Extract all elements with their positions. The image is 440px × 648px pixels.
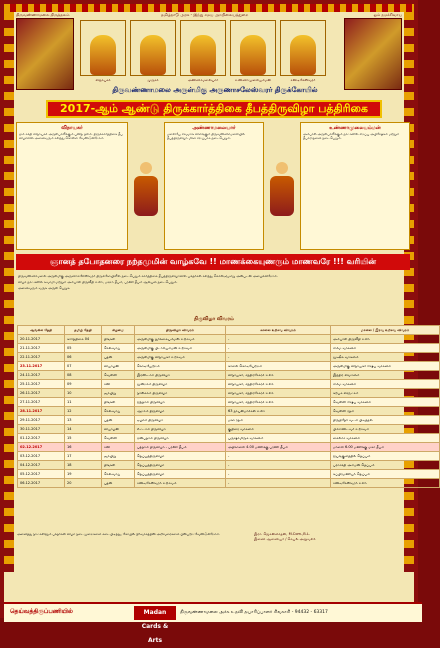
cell-tamil-date: 10 [65, 389, 102, 398]
cell-date: 22.11.2017 [18, 353, 65, 362]
officer-title: இணை ஆணையர் / செயல் அலுவலர் [254, 537, 316, 541]
officer-name: இரா. ஜெகன்னாதன், M.Com.,B.L. [254, 532, 311, 536]
cell-date: 06.12.2017 [18, 479, 65, 488]
cell-morning: - [226, 452, 331, 461]
cell-festival: எட்டாம் திருவிழா [135, 425, 226, 434]
schedule-row [18, 416, 440, 425]
schedule-row [18, 335, 440, 344]
cell-evening: அம்பாள் திருவீதி உலா [331, 335, 440, 344]
cell-tamil-date: 16 [65, 443, 102, 452]
cell-evening: இந்திர விமானம் [331, 371, 440, 380]
cell-date: 28.11.2017 [18, 407, 65, 416]
schedule-row [18, 362, 440, 371]
cell-tamil-date: 18 [65, 461, 102, 470]
cell-evening: வெள்ளி ரதம் [331, 407, 440, 416]
info-middle-heading: அண்ணாமலையார் [192, 125, 236, 131]
lamp-border-right [404, 12, 414, 572]
cell-day: ஞாயிறு [102, 452, 135, 461]
info-right-text: அம்பாள் அருள்பாலிக்கும் நாட்களில் சிறப்பு அபிஷேகம் மற்றும் தீபாராதனை நடைபெறும். [303, 132, 400, 140]
cell-morning: விநாயகர், சந்திரசேகரர் உலா [226, 380, 331, 389]
deity-icon [140, 35, 166, 75]
col-header-festival: திருவிழா விவரம் [135, 326, 226, 335]
cell-festival: அருள்மிகு துர்க்கையம்மன் உற்சவம் [135, 335, 226, 344]
cell-date: 23.11.2017 [18, 362, 65, 371]
schedule-table [17, 325, 440, 488]
cell-day: வியாழன் [102, 362, 135, 371]
deity-icon [90, 35, 116, 75]
cell-festival: இரண்டாம் திருவிழா [135, 371, 226, 380]
schedule-row [18, 470, 440, 479]
cell-festival: மூன்றாம் திருவிழா [135, 380, 226, 389]
cell-festival: ஐந்தாம் திருவிழா [135, 398, 226, 407]
cell-tamil-date: 20 [65, 479, 102, 488]
header-top-center: தமிழ்நாடு அரசு - இந்து சமய அறநிலையத்துறை [161, 12, 249, 17]
cell-evening: கற்பக விருட்சம் [331, 389, 440, 398]
cell-tamil-date: 19 [65, 470, 102, 479]
cell-festival: கொடியேற்றம் [135, 362, 226, 371]
cell-date: 01.12.2017 [18, 434, 65, 443]
cell-morning: - [226, 353, 331, 362]
cell-day: திங்கள் [102, 398, 135, 407]
cell-day: திங்கள் [102, 461, 135, 470]
cell-date: 27.11.2017 [18, 398, 65, 407]
schedule-row [18, 479, 440, 488]
deity-label: சண்டிகேஸ்வரர் [290, 78, 316, 82]
schedule-row [18, 344, 440, 353]
schedule-row [18, 425, 440, 434]
cell-evening: கைலாச வாகனம் [331, 434, 440, 443]
cell-tamil-date: 13 [65, 416, 102, 425]
col-header-date: ஆங்கில தேதி [18, 326, 65, 335]
cell-festival: தெப்பத்திருவிழா [135, 470, 226, 479]
cell-evening: அருள்மிகு விநாயகர் ரிஷப வாகனம் [331, 362, 440, 371]
info-section [16, 122, 410, 252]
footer [4, 602, 422, 644]
cell-day: புதன் [102, 416, 135, 425]
schedule-row [18, 434, 440, 443]
cell-morning: புருஷாமிருக வாகனம் [226, 434, 331, 443]
note-text: அனைத்து நாட்களிலும் பக்தர்கள் விழா நடைமுறைகளை கடைபிடித்து, கோயில் நிர்வாகத்தின் அறிவுரைகளை பின்பற்ற வேண்டுகிறோம். [17, 532, 220, 536]
cell-day: செவ்வாய் [102, 407, 135, 416]
schedule-row [18, 371, 440, 380]
schedule-row [18, 398, 440, 407]
temple-photo-right [344, 18, 402, 90]
deity-label: விநாயகர் [95, 78, 111, 82]
col-header-evening: மாலை / இரவு உற்சவ விவரம் [331, 326, 440, 335]
intro-line-3: அனைவரும் வருக அருள் பெறுக. [18, 286, 71, 290]
intro-line-2: விழா நாட்களில் சுவாமி மற்றும் அம்பாள் திருவீதி உலா, மஹா தீபம், பரணி தீபம் ஆகியன நடைபெறும். [18, 280, 178, 284]
schedule-row [18, 407, 440, 416]
cell-day: வெள்ளி [102, 434, 135, 443]
header [16, 12, 402, 94]
schedule-row [18, 380, 440, 389]
cell-evening: திருத்தேர் வடம் பிடித்தல் [331, 416, 440, 425]
schedule-title: திருவிழா விவரம் [194, 316, 234, 322]
cell-date: 04.12.2017 [18, 461, 65, 470]
deity-panel-4 [230, 20, 276, 82]
cell-morning: 63 நாயன்மார்கள் உலா [226, 407, 331, 416]
footer-right: திருவண்ணாமலை அச்சு உதவி தயாரிப்பாளர் சிவகாசி - 94432 - 63317 [180, 610, 328, 615]
cell-evening: சிம்ம வாகனம் [331, 344, 440, 353]
cell-date: 20.11.2017 [18, 335, 65, 344]
cell-day: சனி [102, 443, 135, 452]
cell-festival: நான்காம் திருவிழா [135, 389, 226, 398]
cell-day: செவ்வாய் [102, 344, 135, 353]
cell-date: 26.11.2017 [18, 389, 65, 398]
schedule-row [18, 461, 440, 470]
cell-morning: மகா ரதம் [226, 416, 331, 425]
cell-festival: தெப்பத்திருவிழா [135, 452, 226, 461]
cell-evening: மாலை 6.00 மணிக்கு மகா தீபம் [331, 443, 440, 452]
temple-name: திருவண்ணாமலை அருள்மிகு அருணாசலேஸ்வரர் திருக்கோயில் [112, 86, 318, 94]
cell-tamil-date: 07 [65, 362, 102, 371]
cell-evening: பிச்சாண்டவர் உற்சவம் [331, 425, 440, 434]
note-officer [254, 532, 409, 556]
cell-festival: தெப்பத்திருவிழா [135, 461, 226, 470]
schedule-row [18, 353, 440, 362]
cell-day: செவ்வாய் [102, 470, 135, 479]
intro-line-1: திருவண்ணாமலை அருள்மிகு அருணாசலேஸ்வரர் திருக்கோயிலில் நடைபெறும் கார்த்திகை தீபத்திருவிழாவில் பக்தர்கள் கலந்து கொள்ளுமாறு அன்புடன் அழைக்கிறோம். [18, 274, 278, 278]
figure-head-icon [140, 162, 152, 174]
cell-day: வெள்ளி [102, 371, 135, 380]
deity-panel-3 [180, 20, 226, 82]
deity-panel-5 [280, 20, 326, 82]
cell-festival: அருள்மிகு பிடாரியம்மன் உற்சவம் [135, 344, 226, 353]
deity-panel-1 [80, 20, 126, 82]
cell-day: திங்கள் [102, 335, 135, 344]
col-header-day: கிழமை [102, 326, 135, 335]
info-left [16, 122, 128, 250]
footer-left: தெய்வத்திருப்பணியில் [10, 608, 73, 615]
cell-morning: விநாயகர், சந்திரசேகரர் உலா [226, 371, 331, 380]
cell-morning: - [226, 461, 331, 470]
figure-body-icon [270, 176, 294, 216]
cell-evening: சுப்பிரமணியர் தெப்பம் [331, 470, 440, 479]
cell-date: 24.11.2017 [18, 371, 65, 380]
cell-tamil-date: 14 [65, 425, 102, 434]
info-right-heading: உண்ணாமுலையம்மன் [329, 125, 381, 131]
figure-head-icon [276, 162, 288, 174]
info-middle [164, 122, 264, 250]
cell-festival: ஏழாம் திருவிழா [135, 416, 226, 425]
cell-tamil-date: 09 [65, 380, 102, 389]
cell-day: புதன் [102, 353, 135, 362]
cell-evening: பராசக்தி அம்மன் தெப்பம் [331, 461, 440, 470]
cell-tamil-date: 05 [65, 344, 102, 353]
info-left-text: ஓம் சக்தி விநாயகர் அருள்பாலிக்கும் புனித தலம். திருக்கார்த்திகை தீப விழாவில் அனைவரும் கலந்து கொள்ள வேண்டுகிறோம். [19, 132, 123, 140]
deity-icon [240, 35, 266, 75]
cell-date: 29.11.2017 [18, 416, 65, 425]
figure-body-icon [134, 176, 158, 216]
deity-icon [190, 35, 216, 75]
deity-label: அண்ணாமலையார் [187, 78, 219, 82]
cell-morning: - [226, 335, 331, 344]
cell-festival: அருள்மிகு விநாயகர் உற்சவம் [135, 353, 226, 362]
cell-day: புதன் [102, 479, 135, 488]
cell-festival: பத்தாம் திருவிழா - பரணி தீபம் [135, 443, 226, 452]
info-left-heading: விநாயகர் [61, 125, 83, 131]
col-header-morning: காலை உற்சவ விவரம் [226, 326, 331, 335]
header-top-left: திருவண்ணாமலை திருத்தலம் [16, 12, 70, 17]
schedule-row [18, 452, 440, 461]
cell-evening: வெள்ளி ரிஷப வாகனம் [331, 398, 440, 407]
cell-morning: அதிகாலை 4.00 மணிக்கு பரணி தீபம் [226, 443, 331, 452]
lamp-border-left [4, 12, 14, 572]
cell-date: 05.12.2017 [18, 470, 65, 479]
saint-figure-left [132, 162, 160, 218]
schedule-row [18, 443, 440, 452]
cell-tamil-date: 08 [65, 371, 102, 380]
deity-icon [290, 35, 316, 75]
schedule-header-row [18, 326, 440, 335]
temple-photo-left [16, 18, 74, 90]
info-middle-text: மலையே சிவமாக விளங்கும் திருவண்ணாமலையில் தீபத்திருவிழா மிகச் சிறப்பாக நடைபெறும். [167, 132, 245, 140]
col-header-tamil-date: தமிழ் தேதி [65, 326, 102, 335]
cell-day: சனி [102, 380, 135, 389]
cell-morning: விநாயகர், சந்திரசேகரர் உலா [226, 398, 331, 407]
cell-tamil-date: 06 [65, 353, 102, 362]
cell-day: ஞாயிறு [102, 389, 135, 398]
schedule-row [18, 389, 440, 398]
cell-morning: குதிரை வாகனம் [226, 425, 331, 434]
cell-day: வியாழன் [102, 425, 135, 434]
cell-festival: ஆறாம் திருவிழா [135, 407, 226, 416]
cell-tamil-date: 15 [65, 434, 102, 443]
cell-date: 30.11.2017 [18, 425, 65, 434]
cell-evening: சிம்ம வாகனம் [331, 380, 440, 389]
cell-evening: ஐயங்குளத்தில் தெப்பம் [331, 452, 440, 461]
cell-evening: சண்டிகேஸ்வரர் உலா [331, 479, 440, 488]
cell-morning: விநாயகர், சந்திரசேகரர் உலா [226, 389, 331, 398]
cell-morning: காலை கொடியேற்றம் [226, 362, 331, 371]
cell-tamil-date: 17 [65, 452, 102, 461]
cell-date: 21.11.2017 [18, 344, 65, 353]
main-title: 2017-ஆம் ஆண்டு திருக்கார்த்திகை தீபத்திருவிழா பத்திரிகை [46, 100, 382, 118]
cell-tamil-date: 12 [65, 407, 102, 416]
saint-figure-right [268, 162, 296, 218]
deity-panel-2 [130, 20, 176, 82]
cell-date: 02.12.2017 [18, 443, 65, 452]
deity-label: உண்ணாமுலையம்மன் [234, 78, 272, 82]
deity-label: முருகர் [147, 78, 159, 82]
cell-festival: சண்டிகேஸ்வரர் உற்சவம் [135, 479, 226, 488]
cell-tamil-date: கார்த்திகை 04 [65, 335, 102, 344]
welcome-banner: ஞானத் தபோதனரை நற்தமுமின் வாழ்கவே !! மாணக்கையுணரும் மாணவரே !!! வரியின் [16, 254, 410, 270]
footer-brand: Madan Cards & Arts [134, 606, 176, 620]
cell-date: 03.12.2017 [18, 452, 65, 461]
lamp-border-top [4, 4, 414, 12]
info-right [300, 122, 410, 250]
cell-morning: - [226, 479, 331, 488]
cell-tamil-date: 11 [65, 398, 102, 407]
header-top-right: ஓம் நமச்சிவாய [373, 12, 402, 17]
cell-evening: மூஷிக வாகனம் [331, 353, 440, 362]
cell-morning: - [226, 344, 331, 353]
cell-date: 25.11.2017 [18, 380, 65, 389]
cell-festival: ஒன்பதாம் திருவிழா [135, 434, 226, 443]
cell-morning: - [226, 470, 331, 479]
